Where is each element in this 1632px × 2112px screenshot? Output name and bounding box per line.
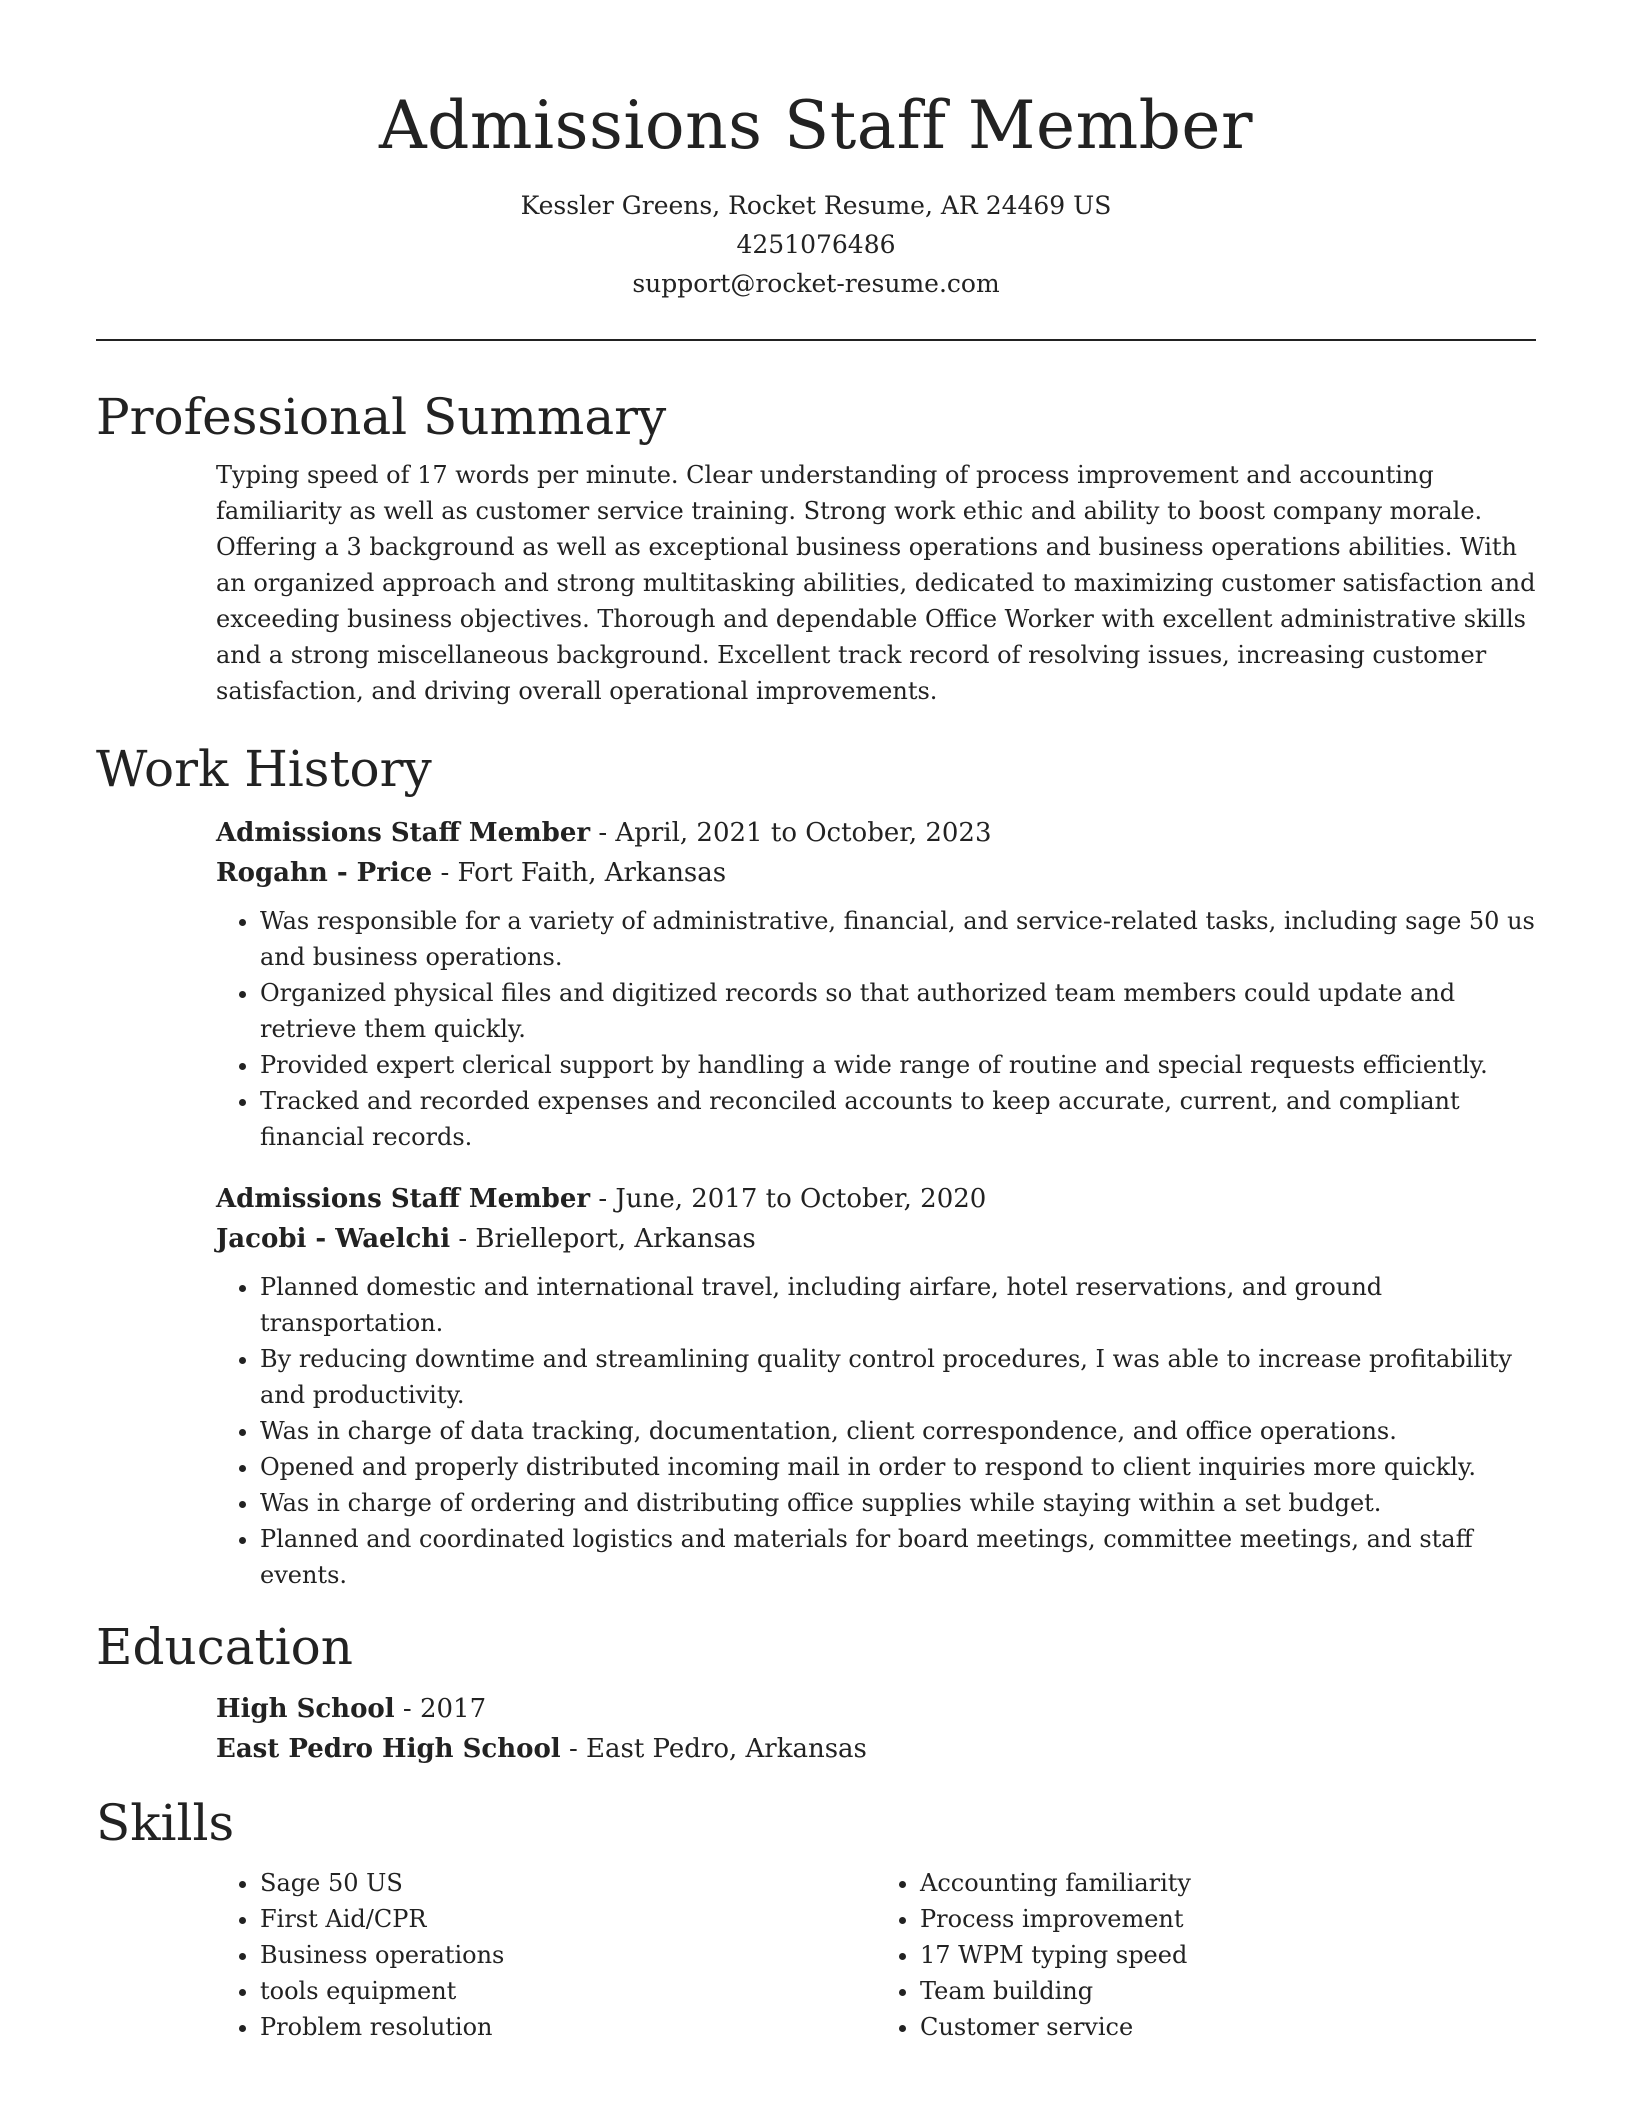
job-company: Rogahn - Price xyxy=(216,858,433,888)
header-divider xyxy=(96,339,1536,341)
skill-item: • First Aid/CPR xyxy=(260,1901,876,1937)
section-title-work: Work History xyxy=(96,740,432,798)
summary-text: Typing speed of 17 words per minute. Clear understanding of process improvement and accounting familiarity as well as customer service training. Strong work ethic and ability to boost company morale. Offering a 3 background as well as exceptional business operations and business operations abilities. With an organized approach and strong multitasking abilities, dedicated to maximizing customer satisfaction and exceeding business objectives. Thorough and dependable Office Worker with excellent administrative skills and a strong miscellaneous background. Excellent track record of resolving issues, increasing customer satisfaction, and driving overall operational improvements. xyxy=(216,461,1536,705)
job-entry xyxy=(216,1179,1536,1593)
job-company-line xyxy=(216,1219,1536,1259)
skill-item: • Sage 50 US xyxy=(260,1865,876,1901)
skills-column-left xyxy=(216,1865,876,2045)
education-section xyxy=(96,1615,1536,1769)
skill-item: • Team building xyxy=(920,1973,1536,2009)
skills-grid xyxy=(216,1865,1536,2045)
education-location: - East Pedro, Arkansas xyxy=(560,1734,867,1764)
job-bullet: • Was responsible for a variety of administrative, financial, and service-related tasks, including sage 50 us and business operations. xyxy=(260,903,1536,975)
skill-item: • Problem resolution xyxy=(260,2009,876,2045)
skills-column-right xyxy=(876,1865,1536,2045)
education-school: East Pedro High School xyxy=(216,1734,561,1764)
job-bullet: • Planned domestic and international travel, including airfare, hotel reservations, and ground transportation. xyxy=(260,1269,1536,1341)
job-location: - Brielleport, Arkansas xyxy=(450,1224,756,1254)
job-company: Jacobi - Waelchi xyxy=(216,1224,451,1254)
section-title-skills: Skills xyxy=(96,1794,235,1852)
job-bullet: • Organized physical files and digitized records so that authorized team members could update and retrieve them quickly. xyxy=(260,975,1536,1047)
job-bullet: • Opened and properly distributed incoming mail in order to respond to client inquiries more quickly. xyxy=(260,1449,1536,1485)
job-role: Admissions Staff Member xyxy=(216,1184,591,1214)
job-bullet: • Was in charge of ordering and distributing office supplies while staying within a set budget. xyxy=(260,1485,1536,1521)
education-school-line xyxy=(216,1729,1536,1769)
contact-email: support@rocket-resume.com xyxy=(632,269,1000,298)
job-bullets xyxy=(216,1269,1536,1593)
job-dates: - June, 2017 to October, 2020 xyxy=(590,1184,987,1214)
resume-header xyxy=(96,0,1536,303)
job-dates: - April, 2021 to October, 2023 xyxy=(590,818,992,848)
professional-summary-section xyxy=(96,385,1536,709)
skill-item: • Business operations xyxy=(260,1937,876,1973)
job-bullets xyxy=(216,903,1536,1155)
job-entry xyxy=(216,813,1536,1155)
job-bullet: • Provided expert clerical support by handling a wide range of routine and special requests efficiently. xyxy=(260,1047,1536,1083)
education-degree-line xyxy=(216,1689,1536,1729)
job-title-line xyxy=(216,813,1536,853)
job-bullet: • Planned and coordinated logistics and materials for board meetings, committee meetings, and staff events. xyxy=(260,1521,1536,1593)
contact-phone: 4251076486 xyxy=(736,230,896,259)
job-bullet: • Tracked and recorded expenses and reconciled accounts to keep accurate, current, and compliant financial records. xyxy=(260,1083,1536,1155)
job-title-line xyxy=(216,1179,1536,1219)
skill-item: • Process improvement xyxy=(920,1901,1536,1937)
work-history-section xyxy=(96,737,1536,1593)
contact-info xyxy=(96,186,1536,303)
contact-address: Kessler Greens, Rocket Resume, AR 24469 US xyxy=(520,191,1112,220)
skills-section xyxy=(96,1791,1536,2045)
candidate-name: Admissions Staff Member xyxy=(378,87,1254,164)
skill-item: • Accounting familiarity xyxy=(920,1865,1536,1901)
job-company-line xyxy=(216,853,1536,893)
skill-item: • Customer service xyxy=(920,2009,1536,2045)
education-degree: High School xyxy=(216,1694,395,1724)
section-title-education: Education xyxy=(96,1618,353,1676)
job-bullet: • Was in charge of data tracking, documentation, client correspondence, and office operations. xyxy=(260,1413,1536,1449)
job-location: - Fort Faith, Arkansas xyxy=(432,858,727,888)
skill-item: • tools equipment xyxy=(260,1973,876,2009)
job-bullet: • By reducing downtime and streamlining quality control procedures, I was able to increase profitability and productivity. xyxy=(260,1341,1536,1413)
skill-item: • 17 WPM typing speed xyxy=(920,1937,1536,1973)
education-year: - 2017 xyxy=(394,1694,487,1724)
section-title-summary: Professional Summary xyxy=(96,388,667,446)
job-role: Admissions Staff Member xyxy=(216,818,591,848)
